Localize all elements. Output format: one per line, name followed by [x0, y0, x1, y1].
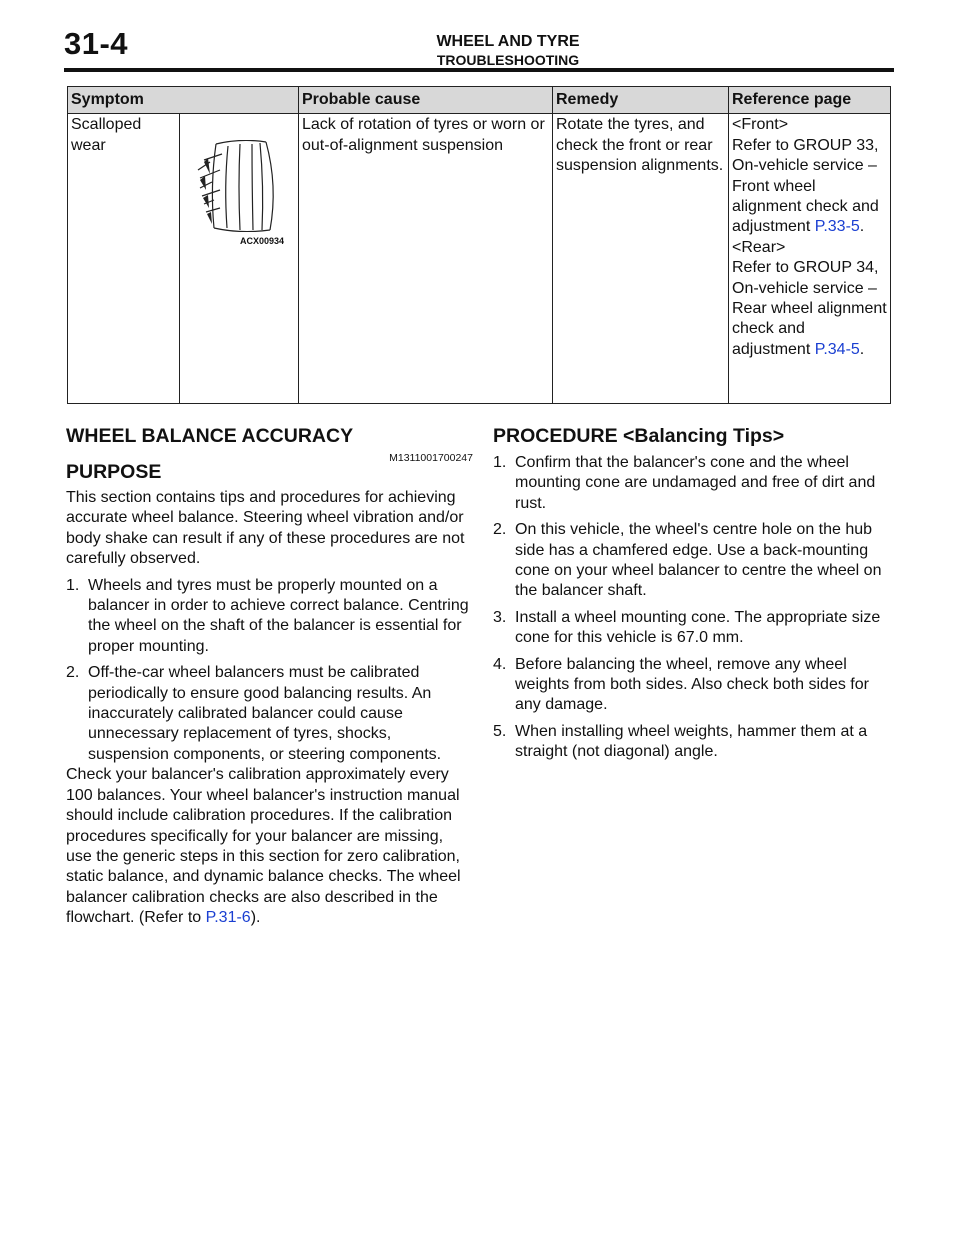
- figure-cell: [180, 114, 299, 404]
- flowchart-link[interactable]: P.31-6: [205, 909, 251, 927]
- col-header-remedy: Remedy: [553, 87, 729, 114]
- closing-end: ).: [250, 909, 261, 927]
- period: .: [859, 340, 865, 358]
- list-item: [493, 722, 893, 763]
- ref-rear-tag: <Rear>: [732, 238, 786, 256]
- section-subtitle: TROUBLESHOOTING: [436, 52, 580, 68]
- ref-front: [732, 136, 887, 238]
- list-item: [66, 663, 471, 765]
- remedy-cell: Rotate the tyres, and check the front or rear suspension alignments.: [553, 114, 729, 404]
- procedure-heading: PROCEDURE <Balancing Tips>: [493, 425, 785, 447]
- list-number: 3.: [493, 608, 507, 626]
- list-item: [493, 608, 893, 649]
- left-column: [66, 424, 471, 935]
- right-column: [493, 424, 893, 769]
- col-header-symptom: Symptom: [68, 87, 299, 114]
- section-title: WHEEL AND TYRE: [436, 33, 580, 50]
- troubleshooting-table: [67, 86, 891, 404]
- list-text: Install a wheel mounting cone. The appropriate size cone for this vehicle is 67.0 mm.: [515, 608, 881, 647]
- period: .: [859, 218, 865, 236]
- list-number: 1.: [66, 576, 80, 594]
- col-header-reference: Reference page: [729, 87, 891, 114]
- purpose-intro: This section contains tips and procedures for achieving accurate wheel balance. Steering wheel vibration and/or body shake can result if any of these procedures are not carefully observed.: [66, 489, 465, 568]
- list-number: 1.: [493, 454, 507, 471]
- list-number: 5.: [493, 722, 507, 740]
- list-text: On this vehicle, the wheel's centre hole on the hub side has a chamfered edge. Use a back-mounting cone on your wheel balancer to centre the wheel on the balancer shaft.: [515, 521, 882, 600]
- closing-text: Check your balancer's calibration approximately every 100 balances. Your wheel balancer's instruction manual should include calibration procedures. If the calibration procedures specifically for your balancer are missing, use the generic steps in this section for zero calibration, static balance, and dynamic balance checks. The wheel balancer calibration checks are also described in the flowchart. (Refer to: [66, 766, 461, 927]
- ref-rear: [732, 258, 887, 360]
- ref-rear-link[interactable]: P.34-5: [814, 340, 860, 358]
- list-number: 2.: [66, 664, 80, 682]
- scalloped-tyre-illustration: [196, 140, 288, 232]
- page-number: 31-4: [64, 26, 129, 61]
- table-row: [68, 114, 891, 404]
- heading-text: WHEEL BALANCE ACCURACY: [66, 425, 354, 447]
- list-item: [493, 453, 893, 514]
- header-rule: [64, 68, 894, 72]
- list-text: Before balancing the wheel, remove any wheel weights from both sides. Also check both sides for any damage.: [515, 655, 869, 714]
- list-text: Confirm that the balancer's cone and the wheel mounting cone are undamaged and free of dirt and rust.: [515, 454, 876, 512]
- ref-front-tag: <Front>: [732, 116, 789, 134]
- list-text: Wheels and tyres must be properly mounted on a balancer in order to achieve correct balance. Centring the wheel on the shaft of the balancer is essential for proper mounting.: [88, 576, 469, 655]
- ref-front-text: Refer to GROUP 33, On-vehicle service – Front wheel alignment check and adjustment: [732, 136, 879, 236]
- calibration-paragraph: [66, 765, 471, 928]
- list-item: [493, 655, 893, 716]
- list-number: 2.: [493, 521, 507, 539]
- figure-label: ACX00934: [240, 236, 285, 247]
- ref-front-link[interactable]: P.33-5: [814, 218, 860, 236]
- list-text: When installing wheel weights, hammer them at a straight (not diagonal) angle.: [515, 722, 868, 761]
- list-item: [66, 576, 471, 658]
- purpose-heading: PURPOSE: [66, 461, 162, 483]
- table-header-row: [68, 87, 891, 114]
- document-code: M1311001700247: [389, 452, 473, 464]
- list-text: Off-the-car wheel balancers must be calibrated periodically to ensure good balancing results. An inaccurately calibrated balancer could cause unnecessary replacement of tyres, shocks, suspension components, or steering components.: [88, 664, 442, 763]
- ref-rear-text: Refer to GROUP 34, On-vehicle service – Rear wheel alignment check and adjustment: [732, 259, 887, 358]
- symptom-cell: Scalloped wear: [68, 114, 180, 404]
- list-number: 4.: [493, 655, 507, 673]
- reference-cell: [729, 114, 891, 404]
- cause-cell: Lack of rotation of tyres or worn or out-of-alignment suspension: [299, 114, 553, 404]
- list-item: [493, 520, 893, 602]
- wheel-balance-heading: [66, 424, 473, 464]
- col-header-cause: Probable cause: [299, 87, 553, 114]
